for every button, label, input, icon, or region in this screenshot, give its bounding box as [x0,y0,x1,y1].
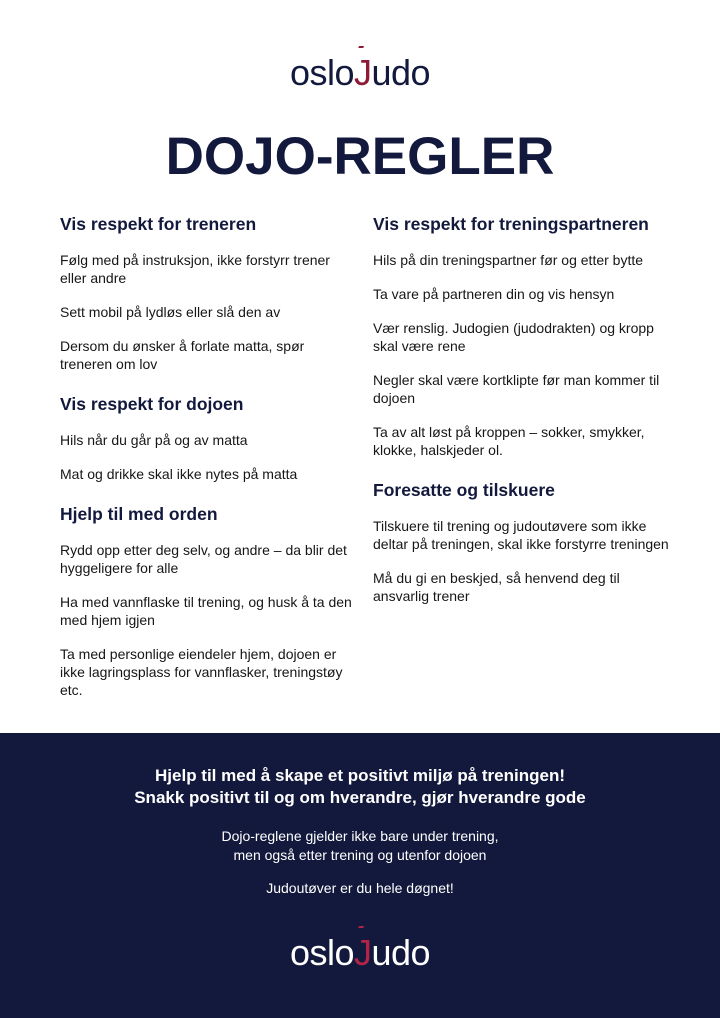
rule-item: Ta vare på partneren din og vis hensyn [373,286,615,302]
rule-item: Ta med personlige eiendeler hjem, dojoen er ikke lagringsplass for vannflasker, treningstøy etc. [60,646,343,698]
page-title: DOJO-REGLER [165,127,555,186]
logo-prefix: oslo [289,52,354,93]
rule-item: Dersom du ønsker å forlate matta, spør treneren om lov [60,338,305,372]
section-heading: Hjelp til med orden [60,504,218,524]
logo-suffix: udo [371,932,431,973]
logo-prefix: oslo [289,932,354,973]
section-order [60,503,360,699]
section-respect-partner [373,213,673,459]
rule-item: Negler skal være kortklipte før man kommer til dojoen [373,372,660,406]
rule-item: Tilskuere til trening og judoutøvere som ikke deltar på treningen, skal ikke forstyrre treningen [373,518,669,552]
section-heading: Foresatte og tilskuere [373,480,555,500]
rule-item: Ta av alt løst på kroppen – sokker, smykker, klokke, halskjeder ol. [373,424,645,458]
slogan-line: Snakk positivt til og om hverandre, gjør hverandre gode [134,788,586,807]
rule-item: Hils på din treningspartner før og etter bytte [373,252,644,268]
rule-item: Vær renslig. Judogien (judodrakten) og kropp skal være rene [373,320,654,354]
section-respect-trainer [60,213,360,373]
left-column [60,213,360,719]
slogan-line: Hjelp til med å skape et positivt miljø på treningen! [155,766,565,785]
footer-note [0,827,720,865]
rule-item: Hils når du går på og av matta [60,432,248,448]
oslojudo-logo-top [0,52,720,93]
rule-item: Følg med på instruksjon, ikke forstyrr trener eller andre [60,252,330,286]
section-heading: Vis respekt for dojoen [60,394,244,414]
logo-j-letter: J [354,935,372,971]
section-heading: Vis respekt for treningspartneren [373,214,649,234]
note-line: men også etter trening og utenfor dojoen [233,847,487,863]
rule-item: Mat og drikke skal ikke nytes på matta [60,466,298,482]
note-line: Dojo-reglene gjelder ikke bare under trening, [221,828,499,844]
section-heading: Vis respekt for treneren [60,214,257,234]
section-parents-spectators [373,479,673,605]
logo-suffix: udo [371,52,431,93]
footer-slogan [0,765,720,809]
footer-closing: Judoutøver er du hele døgnet! [266,880,454,896]
rule-item: Rydd opp etter deg selv, og andre – da blir det hyggeligere for alle [60,542,347,576]
oslojudo-logo-bottom [0,932,720,973]
right-column [373,213,673,625]
rule-item: Ha med vannflaske til trening, og husk å ta den med hjem igjen [60,594,352,628]
footer-banner [0,733,720,1018]
rule-item: Sett mobil på lydløs eller slå den av [60,304,281,320]
logo-j-letter: J [354,55,372,91]
rule-item: Må du gi en beskjed, så henvend deg til ansvarlig trener [373,570,620,604]
section-respect-dojo [60,393,360,483]
